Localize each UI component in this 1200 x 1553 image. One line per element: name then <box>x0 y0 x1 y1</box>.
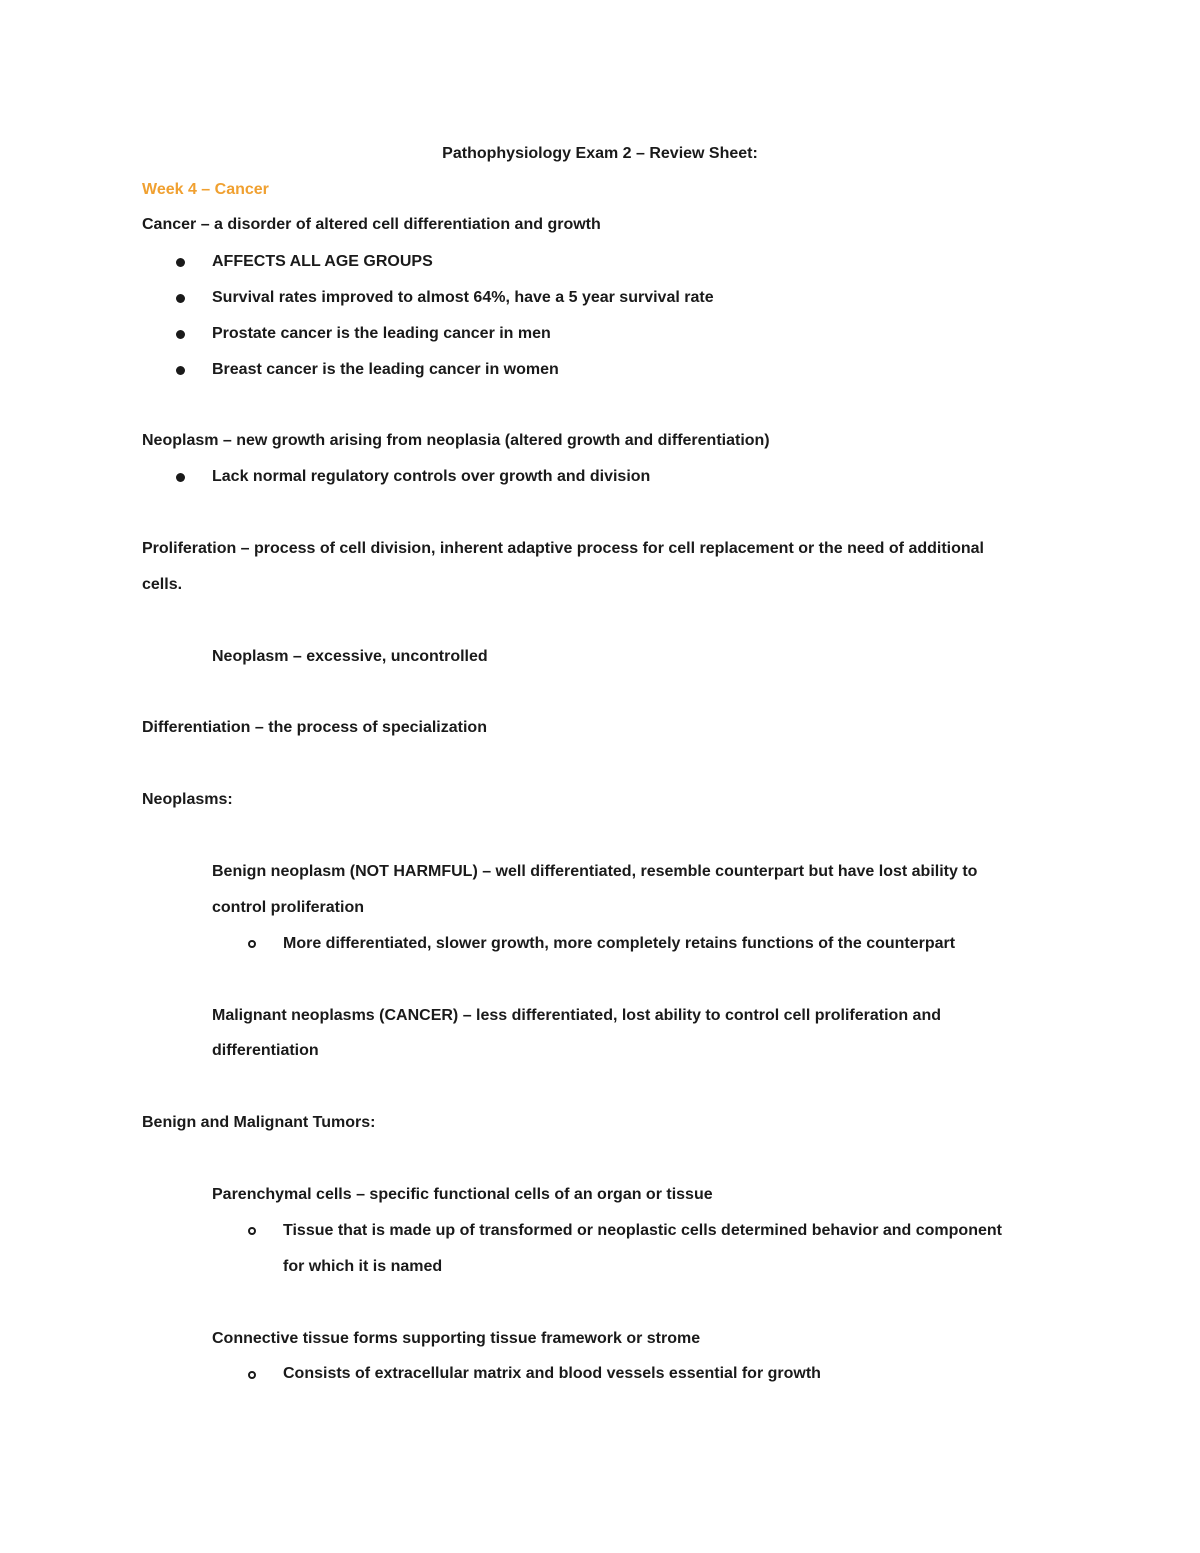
list-item: More differentiated, slower growth, more completely retains functions of the counterpart <box>283 935 956 952</box>
hollow-bullet-icon <box>248 1227 256 1235</box>
week-heading: Week 4 – Cancer <box>142 181 269 198</box>
benign-line-2: control proliferation <box>212 899 364 916</box>
neoplasm-definition: Neoplasm – new growth arising from neoplasia (altered growth and differentiation) <box>142 432 770 449</box>
document-title: Pathophysiology Exam 2 – Review Sheet: <box>442 145 758 162</box>
list-item: AFFECTS ALL AGE GROUPS <box>212 253 433 270</box>
list-item: Lack normal regulatory controls over growth and division <box>212 468 651 485</box>
malignant-line-1: Malignant neoplasms (CANCER) – less differentiated, lost ability to control cell proliferation and <box>212 1007 941 1024</box>
list-item: Consists of extracellular matrix and blood vessels essential for growth <box>283 1365 821 1382</box>
tumors-heading: Benign and Malignant Tumors: <box>142 1114 376 1131</box>
bullet-icon <box>176 258 185 267</box>
bullet-icon <box>176 294 185 303</box>
bullet-icon <box>176 366 185 375</box>
list-item-continuation: for which it is named <box>283 1258 443 1275</box>
connective-definition: Connective tissue forms supporting tissue framework or strome <box>212 1330 701 1347</box>
bullet-icon <box>176 330 185 339</box>
list-item: Tissue that is made up of transformed or neoplastic cells determined behavior and component <box>283 1222 1002 1239</box>
parenchymal-definition: Parenchymal cells – specific functional cells of an organ or tissue <box>212 1186 713 1203</box>
benign-line-1: Benign neoplasm (NOT HARMFUL) – well differentiated, resemble counterpart but have lost ability to <box>212 863 978 880</box>
hollow-bullet-icon <box>248 1371 256 1379</box>
list-item: Survival rates improved to almost 64%, have a 5 year survival rate <box>212 289 714 306</box>
proliferation-line-1: Proliferation – process of cell division, inherent adaptive process for cell replacement or the need of additional <box>142 540 984 557</box>
neoplasms-heading: Neoplasms: <box>142 791 233 808</box>
list-item: Breast cancer is the leading cancer in women <box>212 361 559 378</box>
hollow-bullet-icon <box>248 940 256 948</box>
malignant-line-2: differentiation <box>212 1042 319 1059</box>
differentiation-definition: Differentiation – the process of specialization <box>142 719 487 736</box>
cancer-definition: Cancer – a disorder of altered cell differentiation and growth <box>142 216 601 233</box>
proliferation-neoplasm: Neoplasm – excessive, uncontrolled <box>212 648 488 665</box>
list-item: Prostate cancer is the leading cancer in men <box>212 325 551 342</box>
proliferation-line-2: cells. <box>142 576 183 593</box>
bullet-icon <box>176 473 185 482</box>
